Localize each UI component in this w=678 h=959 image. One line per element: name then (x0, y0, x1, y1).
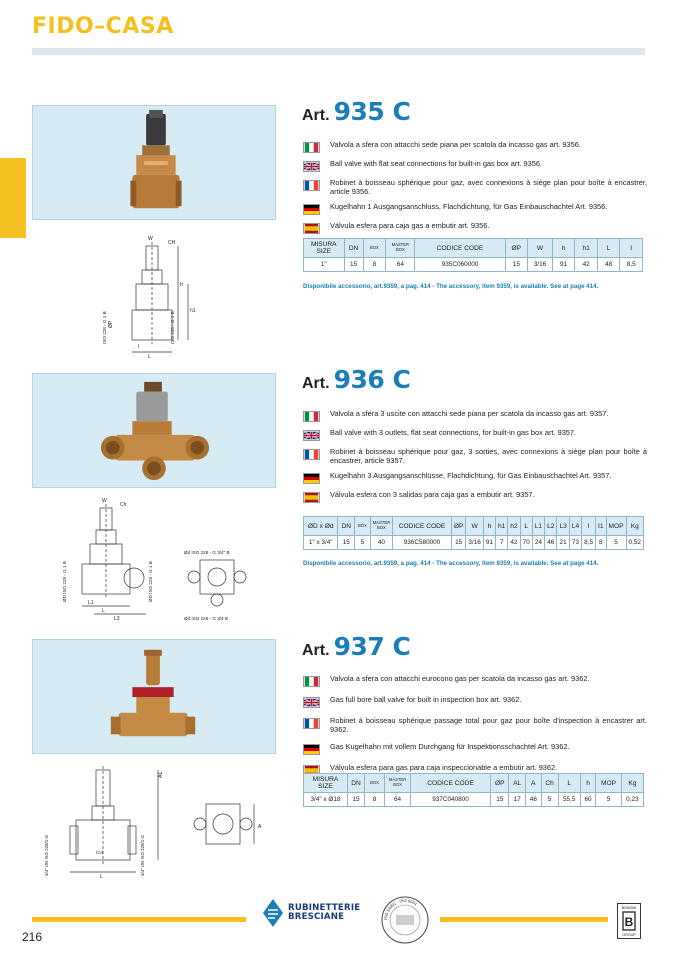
description-row-fr (303, 179, 647, 196)
dim-label-l: L (148, 354, 151, 360)
valve-935c-drawing (98, 232, 208, 360)
table-cell: 15 (505, 258, 528, 272)
valve-937c-image (33, 640, 275, 753)
table-header: h2 (508, 517, 520, 536)
table-cell: 15 (344, 258, 363, 272)
dim-label-iso-left: 3/4" UN ISO 228/1-G (44, 834, 49, 876)
table-header: DN (344, 239, 363, 258)
table-header: CODICE CODE (411, 774, 491, 793)
table-cell: 21 (557, 536, 569, 550)
table-cell: 8 (365, 793, 385, 807)
table-cell: 936C580000 (393, 536, 452, 550)
dim-label-iso-right: 3/4" UN ISO 228/1-G (140, 834, 145, 876)
spec-table-935c (303, 238, 643, 272)
de-flag-icon (303, 744, 320, 755)
table-header: Kg (621, 774, 643, 793)
table-cell: 55,5 (558, 793, 580, 807)
table-cell: 60 (580, 793, 595, 807)
table-cell: 8,5 (582, 536, 596, 550)
page-header-title: FIDO–CASA (32, 14, 174, 39)
table-cell: 937C040800 (411, 793, 491, 807)
svg-text:B: B (624, 915, 634, 929)
table-header: I (620, 239, 643, 258)
description-text: Valvola a sfera con attacchi sede piana per scatola da incasso gas art. 9356. (330, 140, 581, 149)
article-code: 936 C (333, 365, 411, 394)
article-title-935c (302, 97, 410, 126)
table-header: MASTER BOX (370, 517, 392, 536)
brand-logo-icon (262, 898, 284, 928)
technical-drawing-935c (98, 232, 208, 360)
description-text: Ball valve with 3 outlets, flat seat connections, for built-in gas box art. 9357. (330, 428, 577, 437)
table-header: I (582, 517, 596, 536)
table-header: MOP (606, 517, 626, 536)
description-text: Kugelhahn 1 Ausgangsanschluss, Flachdichtung, für Gas Einbauschachtel Art. 9356. (330, 202, 608, 212)
table-header: MISURA SIZE (304, 774, 348, 793)
table-cell: 8 (596, 536, 607, 550)
dim-label-w: W (102, 498, 107, 504)
bonomi-top-label: BONOMI (621, 906, 637, 910)
article-code: 937 C (333, 632, 411, 661)
table-cell: 42 (575, 258, 598, 272)
dim-label-l: L (100, 874, 103, 880)
de-flag-icon (303, 204, 320, 215)
table-cell: 42 (508, 536, 520, 550)
dim-label-iso-left: ISO 228 - G 1 B (102, 311, 107, 344)
description-list-936c (303, 410, 647, 510)
dim-label-l3: L3 (114, 616, 120, 622)
table-header: CODICE CODE (415, 239, 505, 258)
dim-label-al: AL (158, 771, 164, 778)
table-header: MASTER BOX (386, 239, 415, 258)
fr-flag-icon (303, 718, 320, 729)
valve-936c-image (33, 374, 275, 487)
section-tab-marker (0, 158, 26, 238)
table-cell: 24 (532, 536, 544, 550)
dim-label-h1: h1 (190, 308, 196, 314)
accessory-note-935c: Disponibile accessorio, art.9359, a pag. 414 - The accessory, item 9359, is available. See at page 414. (303, 283, 599, 290)
table-header: W (466, 517, 483, 536)
table-cell: 1" (304, 258, 345, 272)
table-cell: 0,23 (621, 793, 643, 807)
bonomi-group-logo (617, 903, 641, 939)
dim-label-w: W (148, 236, 153, 242)
table-row (304, 793, 644, 807)
dim-label-ch: CH (168, 240, 176, 246)
table-cell: 15 (348, 793, 365, 807)
iso-certification-seal (380, 895, 430, 945)
table-cell: 46 (526, 793, 541, 807)
table-header: Ch (541, 774, 558, 793)
table-cell: 91 (483, 536, 495, 550)
table-cell: 1" x 3/4" (304, 536, 338, 550)
description-text: Kugelhahn 3 Ausgangsanschlüsse, Flachdichtung, für Gas Einbauschachtel Art. 9357. (330, 471, 612, 481)
seal-text: ISO 14001 · ISO 9001 (382, 897, 419, 921)
table-header: BOX (365, 774, 385, 793)
uk-flag-icon (303, 697, 320, 708)
table-cell: 8,5 (620, 258, 643, 272)
article-prefix: Art. (302, 107, 330, 124)
table-header: MISURA SIZE (304, 239, 345, 258)
uk-flag-icon (303, 161, 320, 172)
fr-flag-icon (303, 180, 320, 191)
valve-937c-drawing (40, 764, 272, 884)
it-flag-icon (303, 411, 320, 422)
description-row-en (303, 160, 647, 172)
header-divider (32, 48, 645, 55)
dim-label-iso-left: ØD ISO 228 - G 1 B (62, 561, 67, 602)
description-row-it (303, 141, 647, 153)
product-photo-935c (32, 105, 276, 220)
dim-label-p: ØP (108, 320, 114, 328)
dim-label-ch: Ch (120, 502, 127, 508)
spec-table-936c (303, 516, 644, 550)
description-row-fr (303, 448, 647, 465)
table-cell: 5 (541, 793, 558, 807)
table-header: CODICE CODE (393, 517, 452, 536)
description-row-fr (303, 717, 647, 734)
table-header: L (558, 774, 580, 793)
description-text: Robinet à boisseau sphérique pour gaz, 3 sorties, avec connexions à siège plan pour boîte à encastrer, article 9357. (330, 447, 647, 465)
table-header: ØP (451, 517, 466, 536)
table-header-row (304, 774, 644, 793)
it-flag-icon (303, 142, 320, 153)
spec-table-937c (303, 773, 644, 807)
table-header-row (304, 239, 643, 258)
table-header: ØP (505, 239, 528, 258)
description-row-it (303, 675, 647, 687)
table-cell: 17 (509, 793, 526, 807)
table-header: Kg (626, 517, 643, 536)
table-header: h (483, 517, 495, 536)
table-header: L3 (557, 517, 569, 536)
product-photo-936c (32, 373, 276, 488)
table-cell: 7 (495, 536, 507, 550)
table-cell: 5 (606, 536, 626, 550)
table-cell: 91 (552, 258, 575, 272)
description-text: Robinet à boisseau sphérique passage total pour gaz pour boîte d'inspection à encastrer art. 9362. (330, 716, 647, 734)
table-header: DN (348, 774, 365, 793)
dim-label-i: I (138, 344, 140, 350)
table-cell: 64 (386, 258, 415, 272)
table-cell: 70 (520, 536, 532, 550)
de-flag-icon (303, 473, 320, 484)
article-title-936c (302, 365, 410, 394)
table-header: DN (338, 517, 355, 536)
table-header: ØP (491, 774, 509, 793)
table-header: MASTER BOX (385, 774, 411, 793)
description-text: Ball valve with flat seat connections for built-in gas box art. 9356. (330, 159, 542, 168)
brand-name-line2: BRESCIANE (288, 912, 345, 922)
brand-name-line1: RUBINETTERIE (288, 902, 361, 913)
article-prefix: Art. (302, 375, 330, 392)
dim-label-od-top: Ød ISO 228 - G 3/4" B (184, 550, 230, 555)
description-text: Gas Kugelhahn mit vollem Durchgang für Inspektionsschachtel Art. 9362. (330, 742, 570, 752)
description-row-de (303, 743, 647, 755)
description-text: Valvola a sfera 3 uscite con attacchi sede piana per scatola da incasso gas art. 9357. (330, 409, 609, 418)
es-flag-icon (303, 492, 320, 503)
table-cell: 15 (451, 536, 466, 550)
table-header: A (526, 774, 541, 793)
table-header: BOX (355, 517, 371, 536)
footer-divider-left (32, 917, 246, 922)
table-cell: 935C060000 (415, 258, 505, 272)
description-text: Gas full bore ball valve for built in inspection box art. 9362. (330, 695, 522, 704)
description-row-es (303, 222, 647, 234)
description-row-it (303, 410, 647, 422)
dim-label-l1: L1 (88, 600, 94, 606)
dim-label-od-bottom: Ød ISO 228 - G 3/4 B (184, 616, 228, 621)
dim-label-iso-right: ØD ISO 228 - G 1 B (148, 561, 153, 602)
es-flag-icon (303, 223, 320, 234)
description-text: Valvola a sfera con attacchi eurocono gas per scatola da incasso gas art. 9362. (330, 674, 590, 683)
table-header: W (528, 239, 553, 258)
table-cell: 5 (355, 536, 371, 550)
bonomi-bottom-label: GROUP (622, 933, 636, 937)
description-row-en (303, 429, 647, 441)
table-header: I1 (596, 517, 607, 536)
table-row (304, 258, 643, 272)
table-row (304, 536, 644, 550)
table-header: h (580, 774, 595, 793)
table-cell: 5 (596, 793, 621, 807)
description-text: Válvula esfera para caja gas a embutir art. 9356. (330, 221, 490, 231)
article-title-937c (302, 632, 410, 661)
table-cell: 15 (338, 536, 355, 550)
table-cell: 8 (363, 258, 386, 272)
table-cell: 64 (385, 793, 411, 807)
table-header: h1 (495, 517, 507, 536)
table-cell: 3/4" x Ø18 (304, 793, 348, 807)
dim-label-iso-right: ISO 228 - G 1 B (170, 311, 175, 344)
dim-label-ch: CH (96, 850, 103, 855)
table-header: L (520, 517, 532, 536)
technical-drawing-936c (58, 494, 282, 626)
table-cell: 46 (545, 536, 557, 550)
table-cell: 48 (597, 258, 620, 272)
uk-flag-icon (303, 430, 320, 441)
table-cell: 0,52 (626, 536, 643, 550)
valve-935c-image (33, 106, 275, 219)
table-header: AL (509, 774, 526, 793)
brand-logo (262, 898, 360, 928)
table-header: L2 (545, 517, 557, 536)
table-cell: 40 (370, 536, 392, 550)
brand-name (288, 904, 360, 923)
article-prefix: Art. (302, 642, 330, 659)
page-number: 216 (22, 930, 43, 944)
table-header: L4 (569, 517, 581, 536)
dim-label-a: A (258, 824, 262, 830)
table-cell: 15 (491, 793, 509, 807)
technical-drawing-937c (40, 764, 272, 884)
description-row-en (303, 696, 647, 708)
description-text: Válvula esfera con 3 salidas para caja gas a embutir art. 9357. (330, 490, 535, 500)
description-list-935c (303, 141, 647, 241)
table-cell: 73 (569, 536, 581, 550)
table-cell: 3/16 (466, 536, 483, 550)
table-header: L (597, 239, 620, 258)
table-header: ØD x Ød (304, 517, 338, 536)
dim-label-h: h (180, 282, 183, 288)
description-row-de (303, 472, 647, 484)
description-text: Robinet à boisseau sphérique pour gaz, avec connexions à siège plan pour boîte à encastrer, article 9356. (330, 178, 647, 196)
it-flag-icon (303, 676, 320, 687)
table-header: L1 (532, 517, 544, 536)
table-header: h1 (575, 239, 598, 258)
article-code: 935 C (333, 97, 411, 126)
product-photo-937c (32, 639, 276, 754)
fr-flag-icon (303, 449, 320, 460)
description-row-de (303, 203, 647, 215)
valve-936c-drawing (58, 494, 282, 626)
description-text: Válvula esfera para gas para caja inspeccionable a embutir art. 9362. (330, 763, 558, 773)
table-cell: 3/16 (528, 258, 553, 272)
accessory-note-936c: Disponibile accessorio, art.9359, a pag. 414 - The accessory, item 9359, is available. See at page 414. (303, 560, 599, 567)
table-header-row (304, 517, 644, 536)
table-header: MOP (596, 774, 621, 793)
table-header: h (552, 239, 575, 258)
footer-divider-right (440, 917, 608, 922)
dim-label-l: L (102, 608, 105, 614)
description-list-937c (303, 675, 647, 785)
description-row-es (303, 491, 647, 503)
table-header: BOX (363, 239, 386, 258)
